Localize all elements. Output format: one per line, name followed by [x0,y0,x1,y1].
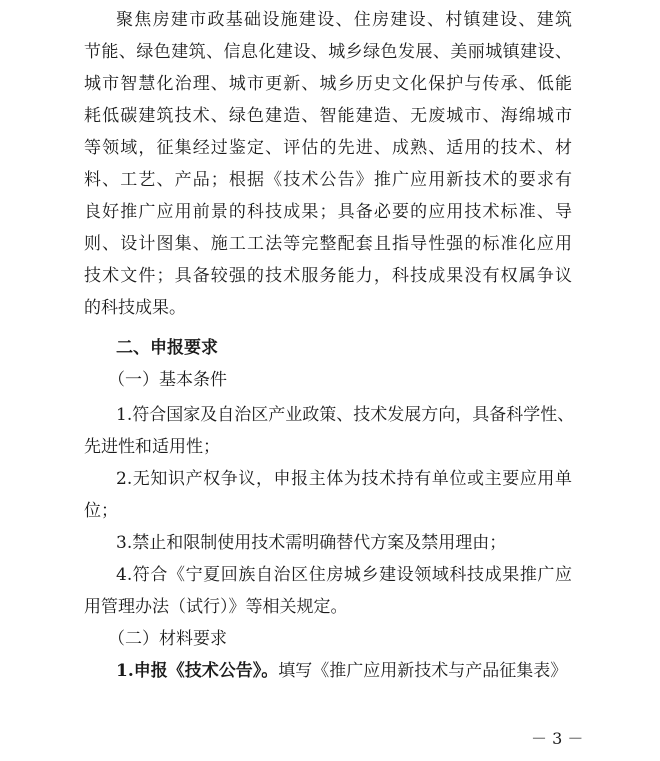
paragraph-line: 良好推广应用前景的科技成果；具备必要的应用技术标准、导 [84,202,572,222]
list-item-line: 3.禁止和限制使用技术需明确替代方案及禁用理由； [116,533,507,553]
paragraph-line [116,659,567,683]
paragraph-line: 城市智慧化治理、城市更新、城乡历史文化保护与传承、低能 [84,74,572,94]
list-item-line: 1.符合国家及自治区产业政策、技术发展方向，具备科学性、 [116,405,575,425]
subsection-heading: （一）基本条件 [108,370,227,390]
paragraph-line: 等领域，征集经过鉴定、评估的先进、成熟、适用的技术、材 [84,138,572,158]
paragraph-line: 聚焦房建市政基础设施建设、住房建设、村镇建设、建筑 [116,10,572,30]
list-item-line: 用管理办法（试行）》等相关规定。 [84,597,348,617]
line-rest: 填写《推广应用新技术与产品征集表》 [278,661,568,681]
section-heading: 二、申报要求 [116,338,218,358]
paragraph-line: 节能、绿色建筑、信息化建设、城乡绿色发展、美丽城镇建设、 [84,42,572,62]
paragraph-line: 料、工艺、产品；根据《技术公告》推广应用新技术的要求有 [84,170,572,190]
list-item-line: 位； [84,501,118,521]
paragraph-line: 则、设计图集、施工工法等完整配套且指导性强的标准化应用 [84,234,572,254]
paragraph-line: 技术文件；具备较强的技术服务能力，科技成果没有权属争议 [84,266,572,286]
page-number: － 3 － [531,729,584,748]
bold-lead: 1.申报《技术公告》。 [116,661,279,681]
list-item-line: 2.无知识产权争议，申报主体为技术持有单位或主要应用单 [116,469,572,489]
list-item-line: 先进性和适用性； [84,437,220,457]
paragraph-line: 的科技成果。 [84,298,186,318]
paragraph-line: 耗低碳建筑技术、绿色建造、智能建造、无废城市、海绵城市 [84,106,572,126]
list-item-line: 4.符合《宁夏回族自治区住房城乡建设领域科技成果推广应 [116,565,572,585]
subsection-heading: （二）材料要求 [108,629,227,649]
